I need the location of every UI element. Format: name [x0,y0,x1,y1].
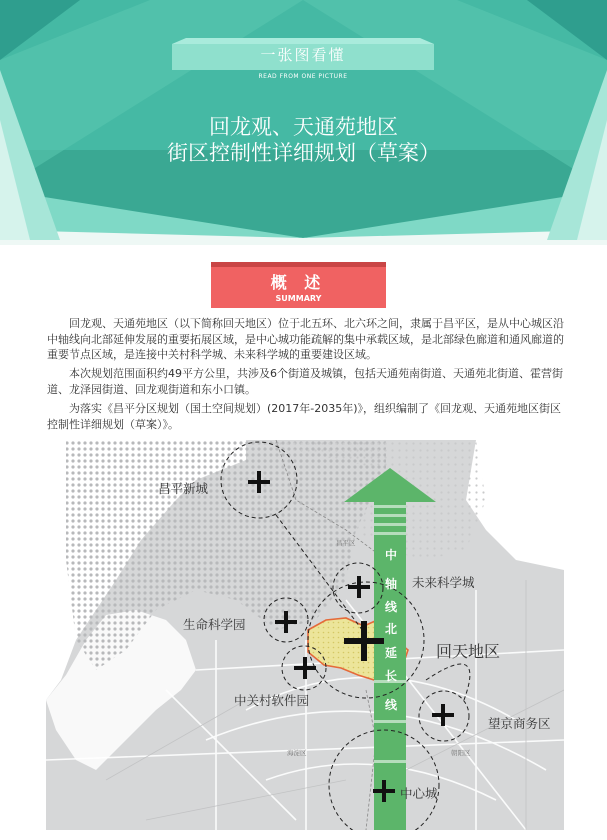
summary-title: 概 述 [270,273,327,292]
label-life: 生命科学园 [183,617,246,632]
label-center: 中心城 [400,786,438,801]
location-map [46,440,564,830]
axis-label-char: 长 [384,669,397,683]
label-wangjing: 望京商务区 [488,716,551,731]
district-chaoyang: 朝阳区 [451,749,471,757]
axis-label-char: 北 [384,622,397,636]
district-haidian: 海淀区 [287,749,307,757]
label-zgc: 中关村软件园 [234,693,310,708]
paragraph-scope: 本次规划范围面积约49平方公里，共涉及6个街道及城镇，包括天通苑南街道、天通苑北街道、霍营街道、龙泽园街道、回龙观街道和东小口镇。 [47,367,563,396]
district-changping: 昌平区 [336,539,356,547]
paragraph-purpose: 为落实《昌平分区规划（国土空间规划）(2017年-2035年)》，组织编制了《回龙观、天通苑地区街区控制性详细规划（草案）》。 [47,402,562,431]
axis-label-char: 轴 [384,577,397,591]
axis-label-char: 延 [384,646,397,660]
banner-title: 一张图看懂 [260,46,346,64]
page-title-line1: 回龙观、天通苑地区 [209,115,398,139]
paragraph-location: 回龙观、天通苑地区（以下简称回天地区）位于北五环、北六环之间，隶属于昌平区，是从中心城区沿中轴线向北部延伸发展的重要拓展区域，是中心城功能疏解的集中承载区域，是北部绿色廊道和通风廊道的重要节点区域，是连接中关村科学城、未来科学城的重要建设区域。 [47,317,564,361]
axis-label-char: 线 [384,600,397,614]
summary-subtitle: SUMMARY [275,294,322,303]
banner-subtitle: READ FROM ONE PICTURE [258,73,348,80]
label-huitian: 回天地区 [436,642,501,661]
label-future: 未来科学城 [412,575,475,590]
axis-label-char: 线 [384,698,397,712]
label-changping: 昌平新城 [158,481,209,496]
axis-label-char: 中 [384,548,397,562]
page-title-line2: 街区控制性详细规划（草案） [167,141,440,165]
